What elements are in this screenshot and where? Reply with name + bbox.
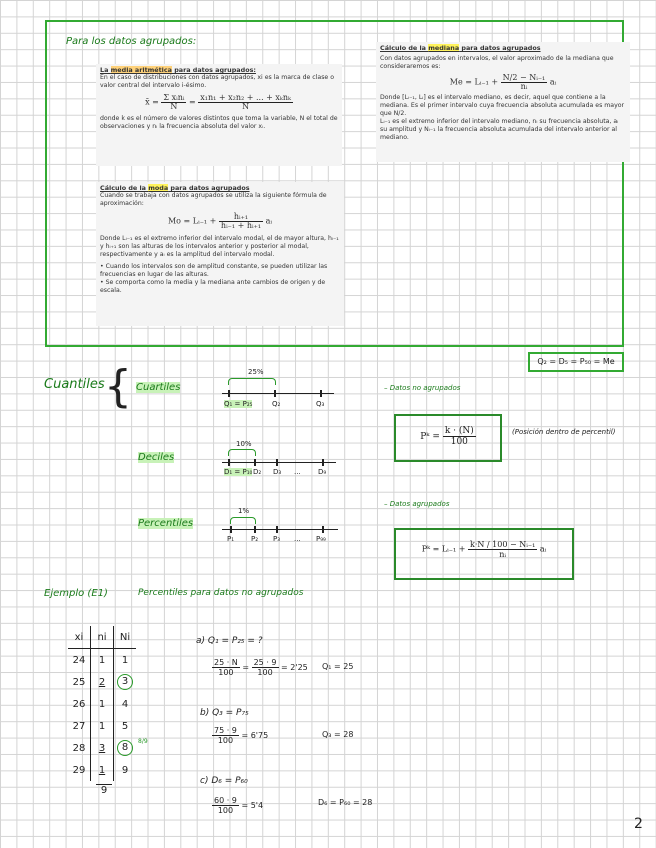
percentiles-tick-2: [254, 526, 256, 533]
deciles-mark-2: D₂: [253, 468, 262, 476]
deciles-mark-3: D₃: [273, 468, 282, 476]
deciles-tick-2: [254, 459, 256, 466]
ejemplo-title: Percentiles para datos no agrupados: [138, 588, 304, 598]
cuartiles-mark-2: Q₂: [272, 400, 281, 408]
deciles-bracket: [228, 449, 256, 456]
part-c-question: c) D₆ = P₆₀: [200, 776, 248, 786]
cuartiles-tick-2: [274, 390, 276, 397]
part-c-answer: D₆ = P₆₀ = 28: [318, 798, 373, 807]
table-row: 25 2 3: [68, 671, 136, 693]
cuantiles-brace: {: [104, 361, 132, 412]
table-row: 24 1 1: [68, 649, 136, 672]
percentiles-tick-1: [230, 526, 232, 533]
deciles-percent: 10%: [236, 440, 252, 448]
equivalence-box: Q₂ = D₅ = P₅₀ = Me: [528, 352, 624, 372]
moda-formula: Mo = Lᵢ₋₁ + $\frac{\text{hᵢ₊₁}}{\text{hᵢ₋₁ + hᵢ₊₁}}$ aᵢ: [167, 212, 273, 230]
media-intro: En el caso de distribuciones con datos agrupados, xi es la marca de clase o valor central del intervalo i-ésimo.: [100, 74, 334, 89]
percentiles-mark-dots: ...: [294, 535, 301, 543]
percentiles-bracket: [230, 517, 256, 524]
section-title: Para los datos agrupados:: [66, 36, 197, 47]
percentiles-mark-99: P₉₉: [316, 535, 326, 543]
percentiles-percent: 1%: [238, 507, 250, 515]
agrupados-formula: Pᵏ = Lᵢ₋₁ + $\frac{\text{k·N / 100 − Nᵢ₋₁}}{\text{nᵢ}}$ aᵢ: [421, 540, 547, 559]
part-c-calc: $\frac{60 \cdot 9}{100}$ = 5'4: [214, 796, 264, 815]
moda-panel: Cálculo de la moda para datos agrupados Cuando se trabaja con datos agrupados se utiliza la siguiente fórmula de aproximación: Mo = Lᵢ₋₁ + $\frac{\text{hᵢ₊₁}}{\text{hᵢ₋₁ + hᵢ₊₁}}$ aᵢ Donde Lᵢ₋₁ es el extremo inferior del intervalo modal, el de mayor altura, hᵢ₋₁ y hᵢ₊₁ son las alturas de los intervalos anterior y posterior al modal, respectivamente y aᵢ es la amplitud del intervalo modal. • Cuando los intervalos son de amplitud constante, se pueden utilizar las frecuencias en lugar de las alturas. • Se comporta como la media y la mediana ante cambios de origen y de escala.: [96, 182, 344, 326]
deciles-mark-1: D₁ = P₁₀: [224, 468, 253, 476]
moda-bullet-1: • Cuando los intervalos son de amplitud constante, se pueden utilizar las frecuencias en lugar de las alturas.: [100, 263, 328, 278]
deciles-mark-dots: ...: [294, 468, 301, 476]
circled-cell: 3: [117, 674, 133, 690]
mediana-formula: Me = Lᵢ₋₁ + $\frac{\text{N/2 − Nᵢ₋₁}}{\text{nᵢ}}$ aᵢ: [449, 73, 557, 91]
percentiles-mark-3: P₃: [273, 535, 281, 543]
deciles-tick-4: [322, 459, 324, 466]
part-a-answer: Q₁ = 25: [322, 662, 354, 671]
deciles-axis: [222, 462, 336, 463]
deciles-tick-1: [228, 459, 230, 466]
cuartiles-label: Cuartiles: [136, 382, 181, 393]
frequency-table: [68, 626, 136, 781]
media-formula: x̄ = $\frac{\text{Σ xᵢnᵢ}}{N}$ = $\frac{\text{x₁n₁ + x₂n₂ + ... + xₖnₖ}}{N}$: [145, 93, 291, 111]
percentiles-mark-2: P₂: [251, 535, 259, 543]
mediana-panel: Cálculo de la mediana para datos agrupados Con datos agrupados en intervalos, el valor aproximado de la mediana que consideraremos es: Me = Lᵢ₋₁ + $\frac{\text{N/2 − Nᵢ₋₁}}{\text{nᵢ}}$ aᵢ Donde [Lᵢ₋₁, Lᵢ] es el intervalo mediano, es decir, aquel que contiene a la mediana. Es el primer intervalo cuya frecuencia absoluta acumulada es mayor que N/2. Lᵢ₋₁ es el extremo inferior del intervalo mediano, nᵢ su frecuencia absoluta, aᵢ su amplitud y Nᵢ₋₁ la frecuencia absoluta acumulada del intervalo anterior al mediano.: [376, 42, 630, 162]
page-number: 2: [634, 816, 643, 832]
part-a-question: a) Q₁ = P₂₅ = ?: [196, 636, 263, 646]
moda-intro: Cuando se trabaja con datos agrupados se utiliza la siguiente fórmula de aproximación:: [100, 192, 327, 207]
cuartiles-tick-3: [320, 390, 322, 397]
media-panel: La media aritmética para datos agrupados: En el caso de distribuciones con datos agrupados, xi es la marca de clase o valor central del intervalo i-ésimo. x̄ = $\frac{\text{Σ xᵢnᵢ}}{N}$ = $\frac{\text{x₁n₁ + x₂n₂ + ... + xₖnₖ}}{N}$ donde k es el número de valores distintos que toma la variable, N el total de observaciones y nᵢ la frecuencia absoluta del valor xᵢ.: [96, 64, 342, 166]
cuartiles-axis: [222, 393, 334, 394]
no-agrupados-note: (Posición dentro de percentil): [512, 428, 616, 436]
table-row: 27 1 5: [68, 715, 136, 737]
no-agrupados-formula-box: [394, 414, 502, 462]
percentiles-tick-3: [276, 526, 278, 533]
header-xi: xi: [68, 626, 91, 649]
table-annotation: 8/9: [138, 738, 148, 745]
table-row: 28 3 8: [68, 737, 136, 759]
part-b-question: b) Q₃ = P₇₅: [200, 708, 249, 718]
table-total: 9: [96, 784, 112, 796]
part-b-answer: Q₃ = 28: [322, 730, 354, 739]
cuartiles-tick-1: [228, 390, 230, 397]
cuartiles-percent: 25%: [248, 368, 264, 376]
percentiles-mark-1: P₁: [227, 535, 235, 543]
part-a-calc: $\frac{25 \cdot N}{100}$ = $\frac{25 \cdot 9}{100}$ = 2'25: [214, 658, 308, 677]
percentiles-label: Percentiles: [138, 518, 194, 529]
no-agrupados-formula: Pᵏ = $\frac{k \cdot (N)}{100}$: [420, 426, 474, 447]
mediana-note-2: Lᵢ₋₁ es el extremo inferior del intervalo mediano, nᵢ su frecuencia absoluta, aᵢ su amplitud y Nᵢ₋₁ la frecuencia absoluta acumulada del intervalo anterior al mediano.: [380, 118, 619, 141]
table-row: 26 1 4: [68, 693, 136, 715]
circled-cell: 8: [117, 740, 133, 756]
no-agrupados-label: – Datos no agrupados: [384, 384, 461, 392]
table-header-row: [68, 626, 136, 649]
deciles-label: Deciles: [138, 452, 175, 463]
deciles-mark-9: D₉: [318, 468, 327, 476]
agrupados-label: – Datos agrupados: [384, 500, 450, 508]
deciles-tick-3: [276, 459, 278, 466]
percentiles-tick-4: [322, 526, 324, 533]
cuartiles-mark-1: Q₁ = P₂₅: [224, 400, 253, 408]
moda-note: Donde Lᵢ₋₁ es el extremo inferior del intervalo modal, el de mayor altura, hᵢ₋₁ y hᵢ₊₁ son las alturas de los intervalos anterior y posterior al modal, respectivamente y aᵢ es la amplitud del intervalo modal.: [100, 235, 339, 258]
header-ni: ni: [91, 626, 114, 649]
part-b-calc: $\frac{75 \cdot 9}{100}$ = 6'75: [214, 726, 269, 745]
ejemplo-label: Ejemplo (E1): [44, 588, 108, 599]
mediana-note-1: Donde [Lᵢ₋₁, Lᵢ] es el intervalo mediano, es decir, aquel que contiene a la mediana. Es el primer intervalo cuya frecuencia absoluta acumulada es mayor que N/2.: [380, 94, 625, 117]
media-note: donde k es el número de valores distintos que toma la variable, N el total de observaciones y nᵢ la frecuencia absoluta del valor xᵢ.: [100, 115, 338, 130]
moda-bullet-2: • Se comporta como la media y la mediana ante cambios de origen y de escala.: [100, 279, 326, 294]
cuantiles-label: Cuantiles: [44, 377, 105, 392]
mediana-intro: Con datos agrupados en intervalos, el valor aproximado de la mediana que consideraremos es:: [380, 55, 614, 70]
percentiles-axis: [222, 529, 338, 530]
agrupados-formula-box: [394, 528, 574, 580]
header-Ni: Ni: [114, 626, 137, 649]
table-row: 29 1 9: [68, 759, 136, 781]
cuartiles-bracket: [228, 378, 276, 385]
cuartiles-mark-3: Q₃: [316, 400, 325, 408]
